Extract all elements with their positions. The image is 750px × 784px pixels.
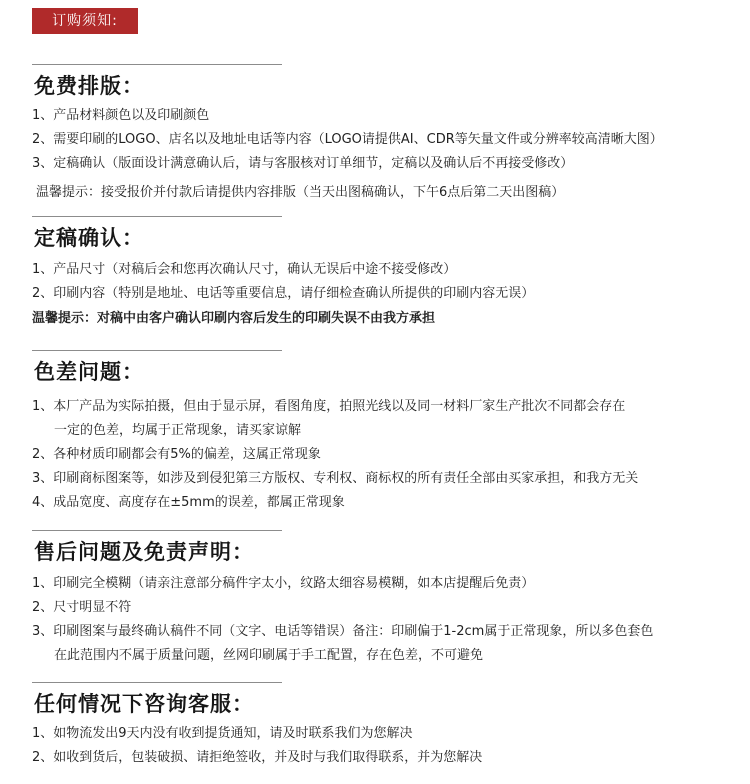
list-item: 1、产品尺寸（对稿后会和您再次确认尺寸，确认无误后中途不接受修改） [32, 262, 457, 277]
list-item: 2、尺寸明显不符 [32, 600, 132, 615]
order-notice-badge: 订购须知: [32, 8, 138, 34]
section-divider [32, 350, 282, 351]
section-divider [32, 682, 282, 683]
list-item: 1、印刷完全模糊（请亲注意部分稿件字太小，纹路太细容易模糊，如本店提醒后免责） [32, 576, 535, 591]
tip-text: 温馨提示：接受报价并付款后请提供内容排版（当天出图稿确认，下午6点后第二天出图稿） [36, 185, 565, 200]
list-item: 3、印刷图案与最终确认稿件不同（文字、电话等错误）备注：印刷偏于1-2cm属于正常现象，所以多色套色 [32, 624, 654, 639]
list-item: 一定的色差，均属于正常现象，请买家谅解 [54, 423, 302, 438]
list-item: 3、印刷商标图案等，如涉及到侵犯第三方版权、专利权、商标权的所有责任全部由买家承担，和我方无关 [32, 471, 639, 486]
list-item: 3、定稿确认（版面设计满意确认后，请与客服核对订单细节，定稿以及确认后不再接受修改） [32, 156, 574, 171]
list-item: 4、成品宽度、高度存在±5mm的误差，都属正常现象 [32, 495, 345, 510]
section-divider [32, 530, 282, 531]
tip-text: 温馨提示：对稿中由客户确认印刷内容后发生的印刷失误不由我方承担 [32, 311, 436, 326]
list-item: 2、需要印刷的LOGO、店名以及地址电话等内容（LOGO请提供AI、CDR等矢量文件或分辨率较高清晰大图） [32, 132, 663, 147]
list-item: 1、产品材料颜色以及印刷颜色 [32, 108, 210, 123]
list-item: 2、各种材质印刷都会有5%的偏差，这属正常现象 [32, 447, 321, 462]
section-title: 售后问题及免责声明： [34, 540, 254, 564]
section-divider [32, 216, 282, 217]
section-title: 定稿确认： [34, 226, 144, 250]
section-title: 任何情况下咨询客服： [34, 692, 254, 716]
section-title: 色差问题： [34, 360, 144, 384]
section-divider [32, 64, 282, 65]
list-item: 2、印刷内容（特别是地址、电话等重要信息，请仔细检查确认所提供的印刷内容无误） [32, 286, 535, 301]
list-item: 1、本厂产品为实际拍摄，但由于显示屏，看图角度，拍照光线以及同一材料厂家生产批次不同都会存在 [32, 399, 626, 414]
list-item: 在此范围内不属于质量问题，丝网印刷属于手工配置，存在色差，不可避免 [54, 648, 484, 663]
section-title: 免费排版： [34, 74, 144, 98]
list-item: 2、如收到货后，包装破损、请拒绝签收，并及时与我们取得联系，并为您解决 [32, 750, 483, 765]
list-item: 1、如物流发出9天内没有收到提货通知，请及时联系我们为您解决 [32, 726, 413, 741]
